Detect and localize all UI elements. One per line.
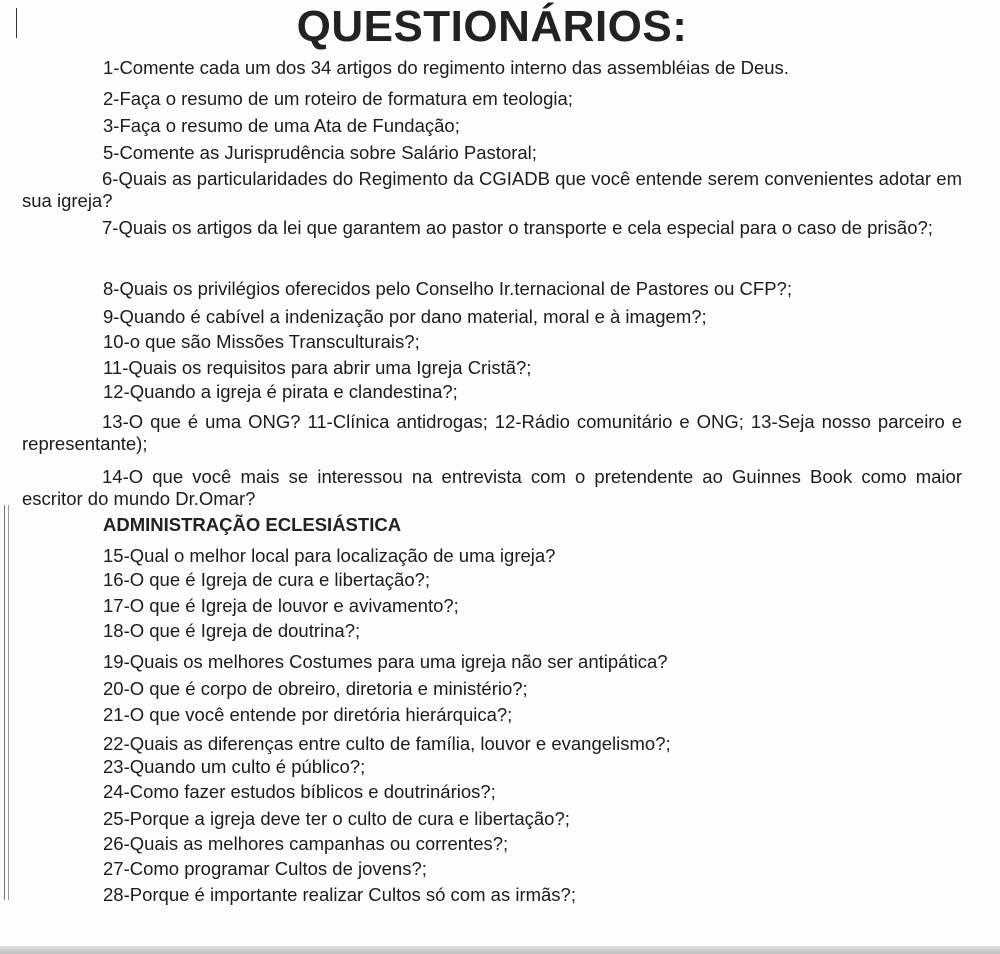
question-item: 17-O que é Igreja de louvor e avivamento?; — [103, 595, 459, 616]
margin-line — [4, 505, 5, 900]
question-item: 9-Quando é cabível a indenização por dano material, moral e à imagem?; — [103, 306, 707, 327]
question-item: 19-Quais os melhores Costumes para uma igreja não ser antipática? — [103, 651, 668, 672]
question-item: 28-Porque é importante realizar Cultos só com as irmãs?; — [103, 884, 576, 905]
question-item: 24-Como fazer estudos bíblicos e doutrinários?; — [103, 781, 496, 802]
question-item: 8-Quais os privilégios oferecidos pelo Conselho Ir.ternacional de Pastores ou CFP?; — [103, 278, 792, 299]
page-title: QUESTIONÁRIOS: — [296, 2, 688, 51]
question-item: 14-O que você mais se interessou na entrevista com o pretendente ao Guinnes Book como maior escritor do mundo Dr.Omar? — [22, 466, 962, 509]
question-item: 27-Como programar Cultos de jovens?; — [103, 858, 427, 879]
question-item: 26-Quais as melhores campanhas ou correntes?; — [103, 833, 509, 854]
question-item: 12-Quando a igreja é pirata e clandestina?; — [103, 381, 458, 402]
question-item: 23-Quando um culto é público?; — [103, 756, 366, 777]
section-heading: ADMINISTRAÇÃO ECLESIÁSTICA — [103, 514, 402, 535]
question-item: 3-Faça o resumo de uma Ata de Fundação; — [103, 115, 460, 136]
question-item: 11-Quais os requisitos para abrir uma Igreja Cristã?; — [103, 357, 532, 378]
scan-edge-shadow — [0, 946, 1000, 954]
question-item: 16-O que é Igreja de cura e libertação?; — [103, 569, 431, 590]
question-item: 6-Quais as particularidades do Regimento da CGIADB que você entende serem convenientes adotar em sua igreja? — [22, 168, 962, 211]
question-item: 2-Faça o resumo de um roteiro de formatura em teologia; — [103, 88, 573, 109]
question-item: 20-O que é corpo de obreiro, diretoria e ministério?; — [103, 678, 528, 699]
question-item: 1-Comente cada um dos 34 artigos do regimento interno das assembléias de Deus. — [103, 57, 789, 78]
question-item: 25-Porque a igreja deve ter o culto de cura e libertação?; — [103, 808, 570, 829]
question-item: 21-O que você entende por diretória hierárquica?; — [103, 704, 513, 725]
question-item: 22-Quais as diferenças entre culto de família, louvor e evangelismo?; — [103, 733, 671, 754]
question-item: 5-Comente as Jurisprudência sobre Salário Pastoral; — [103, 142, 537, 163]
question-item: 15-Qual o melhor local para localização de uma igreja? — [103, 545, 556, 566]
question-item: 10-o que são Missões Transculturais?; — [103, 331, 420, 352]
margin-line — [8, 505, 9, 900]
question-item: 7-Quais os artigos da lei que garantem ao pastor o transporte e cela especial para o caso de prisão?; — [102, 217, 933, 238]
question-item: 13-O que é uma ONG? 11-Clínica antidrogas; 12-Rádio comunitário e ONG; 13-Seja nosso parceiro e representante); — [22, 411, 962, 454]
question-item: 18-O que é Igreja de doutrina?; — [103, 620, 361, 641]
